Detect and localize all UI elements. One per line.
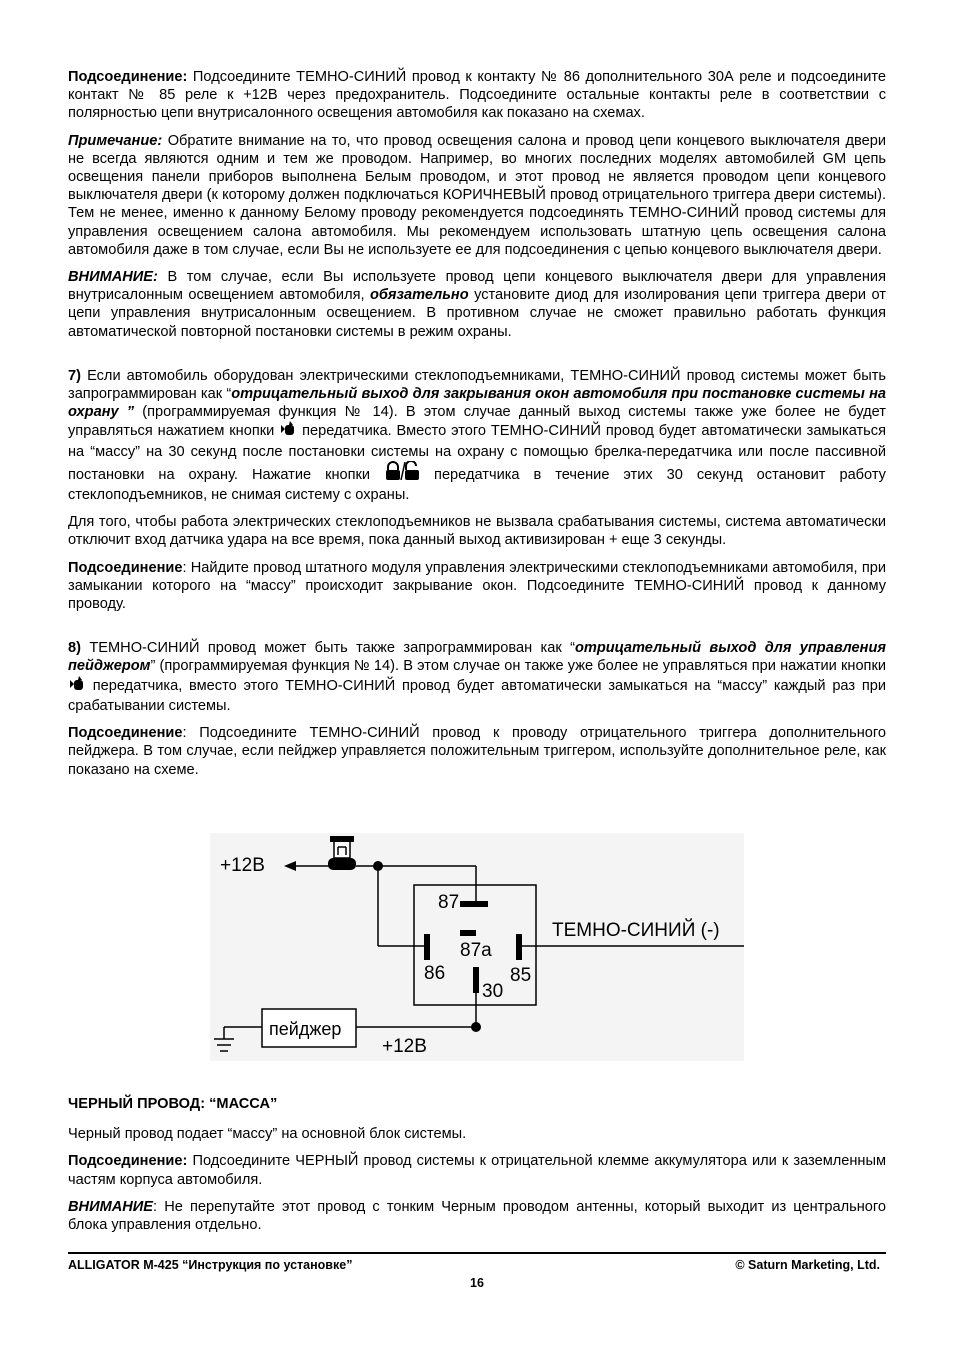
document-body: [68, 68, 886, 779]
warning-label: ВНИМАНИЕ: [68, 1198, 154, 1215]
emphasis-text: отрицательный выход для управления пейджером: [68, 640, 886, 675]
paragraph-text: (программируемая функция № 14). В этом случае данный выход системы также уже более не будет управляться нажатием кнопки: [68, 404, 886, 440]
paragraph-text: установите диод для изолирования цепи триггера двери от цепи управления внутрисалонным освещением. В противном случае не сможет правильно работать функция автоматической повторной постановки системы в режим охраны.: [68, 287, 886, 340]
black-wire-section: [68, 1095, 886, 1234]
paragraph-text: : Найдите провод штатного модуля управления электрическими стеклоподъемниками автомобиля, при замыкании которого на “массу” происходит закрывание окон. Подсоедините ТЕМНО-СИНИЙ провод к данному проводу.: [68, 559, 886, 613]
connection-paragraph-1: [68, 68, 886, 123]
pin-85-label: 85: [510, 965, 532, 986]
shock-sensor-paragraph: [68, 513, 886, 549]
transmitter-button-icon: [68, 676, 86, 697]
item-number: 8): [68, 640, 81, 657]
footer-copyright: © Saturn Marketing, Ltd.: [735, 1258, 880, 1272]
connection-paragraph-2: [68, 559, 886, 614]
dark-blue-wire-label: ТЕМНО-СИНИЙ (-): [552, 920, 720, 941]
emphasis-text: отрицательный выход для закрывания окон автомобиля при постановке системы на охрану ”: [68, 386, 886, 421]
warning-label: ВНИМАНИЕ:: [68, 269, 158, 286]
paragraph-text: передатчика. Вместо этого ТЕМНО-СИНИЙ провод будет автоматически замыкаться на “массу” на 30 секунд после постановки системы на охрану с помощью брелка-передатчика или после пассивной постановки на охрану. Нажатие кнопки: [68, 423, 886, 483]
item-7-paragraph: [68, 367, 886, 504]
section-heading: ЧЕРНЫЙ ПРОВОД: “МАССА”: [68, 1096, 278, 1112]
relay-wiring-diagram: [210, 833, 744, 1061]
paragraph-text: Подсоедините ТЕМНО-СИНИЙ провод к контакту № 86 дополнительного 30А реле и подсоедините контакт № 85 реле к +12В через предохранитель. Подсоедините остальные контакты реле в соответствии с полярностью цепи внутрисалонного освещения автомобиля как показано на схемах.: [68, 69, 886, 122]
connection-label: Подсоединение:: [68, 1153, 188, 1170]
ground-icon: [214, 1027, 262, 1051]
paragraph-text: : Не перепутайте этот провод с тонким Черным проводом антенны, который выходит из центрального блока управления отдельно.: [68, 1198, 886, 1234]
item-8-paragraph: [68, 639, 886, 715]
note-paragraph: [68, 132, 886, 259]
item-number: 7): [68, 367, 81, 384]
connection-label: Подсоединение: [68, 725, 183, 742]
paragraph-text: В том случае, если Вы используете провод цепи концевого выключателя двери для управления внутрисалонным освещением автомобиля,: [68, 269, 886, 304]
paragraph-text: Для того, чтобы работа электрических стеклоподъемников не вызвала срабатывания системы, система автоматически отключит вход датчика удара на все время, пока данный выход активизирован + еще 3 секунды.: [68, 514, 886, 549]
black-wire-paragraph: [68, 1125, 886, 1143]
page-number: 16: [470, 1276, 484, 1290]
paragraph-text: : Подсоедините ТЕМНО-СИНИЙ провод к проводу отрицательного триггера дополнительного пейджера. В том случае, если пейджер управляется положительным триггером, используйте дополнительное реле, как показано на схеме.: [68, 725, 886, 778]
transmitter-button-icon: [279, 421, 297, 442]
footer-title: ALLIGATOR M-425 “Инструкция по установке”: [68, 1258, 353, 1272]
pin-87-label: 87: [438, 892, 460, 913]
plus12-top-label: +12В: [220, 855, 265, 876]
connection-label: Подсоединение:: [68, 69, 188, 85]
lock-unlock-icon: [384, 461, 420, 486]
paragraph-text: ТЕМНО-СИНИЙ провод может быть также запрограммирован как “: [80, 640, 575, 657]
note-label: Примечание:: [68, 132, 163, 149]
plus12-bottom-label: +12В: [382, 1036, 427, 1057]
warning-paragraph-2: [68, 1198, 886, 1234]
pin-86-label: 86: [424, 963, 446, 984]
connection-paragraph-4: [68, 1152, 886, 1188]
paragraph-text: передатчика, вместо этого ТЕМНО-СИНИЙ провод будет автоматически замыкаться на “массу” каждый раз при срабатывании системы.: [68, 677, 886, 714]
pin-87a-label: 87a: [460, 940, 492, 961]
connection-label: Подсоединение: [68, 559, 183, 576]
pin-30-label: 30: [482, 981, 504, 1002]
paragraph-text: ” (программируемая функция № 14). В этом случае он также уже более не управляться при нажатии кнопки: [150, 658, 886, 675]
paragraph-text: Если автомобиль оборудован электрическими стеклоподъемниками, ТЕМНО-СИНИЙ провод системы может быть запрограммирован как “: [68, 367, 886, 403]
pager-label: пейджер: [269, 1019, 342, 1039]
paragraph-text: Обратите внимание на то, что провод освещения салона и провод цепи концевого выключателя двери не всегда являются одним и тем же проводом. Например, во многих последних моделях автомобилей GM цепь освещения панели приборов выполнена Белым проводом, и этот провод не является проводом цепи концевого выключателя двери (к которому должен подключаться КОРИЧНЕВЫЙ провод отрицательного триггера двери системы). Тем не менее, именно к данному Белому проводу рекомендуется подсоединять ТЕМНО-СИНИЙ провод системы для управления освещением салона автомобиля. Мы рекомендуем использовать штатную цепь освещения салона автомобиля даже в том случае, если Вы не используете ее для подсоединения с цепью концевого выключателя двери.: [68, 132, 886, 258]
connection-paragraph-3: [68, 724, 886, 779]
footer-divider: [68, 1252, 886, 1254]
paragraph-text: Черный провод подает “массу” на основной блок системы.: [68, 1126, 467, 1143]
warning-paragraph-1: [68, 268, 886, 341]
paragraph-text: передатчика в течение этих 30 секунд остановит работу стеклоподъемников, не снимая систему с охраны.: [68, 466, 886, 504]
fuse-icon: [328, 836, 356, 870]
paragraph-text: Подсоедините ЧЕРНЫЙ провод системы к отрицательной клемме аккумулятора или к заземленным частям корпуса автомобиля.: [68, 1153, 886, 1188]
emphasis-text: обязательно: [369, 287, 469, 304]
